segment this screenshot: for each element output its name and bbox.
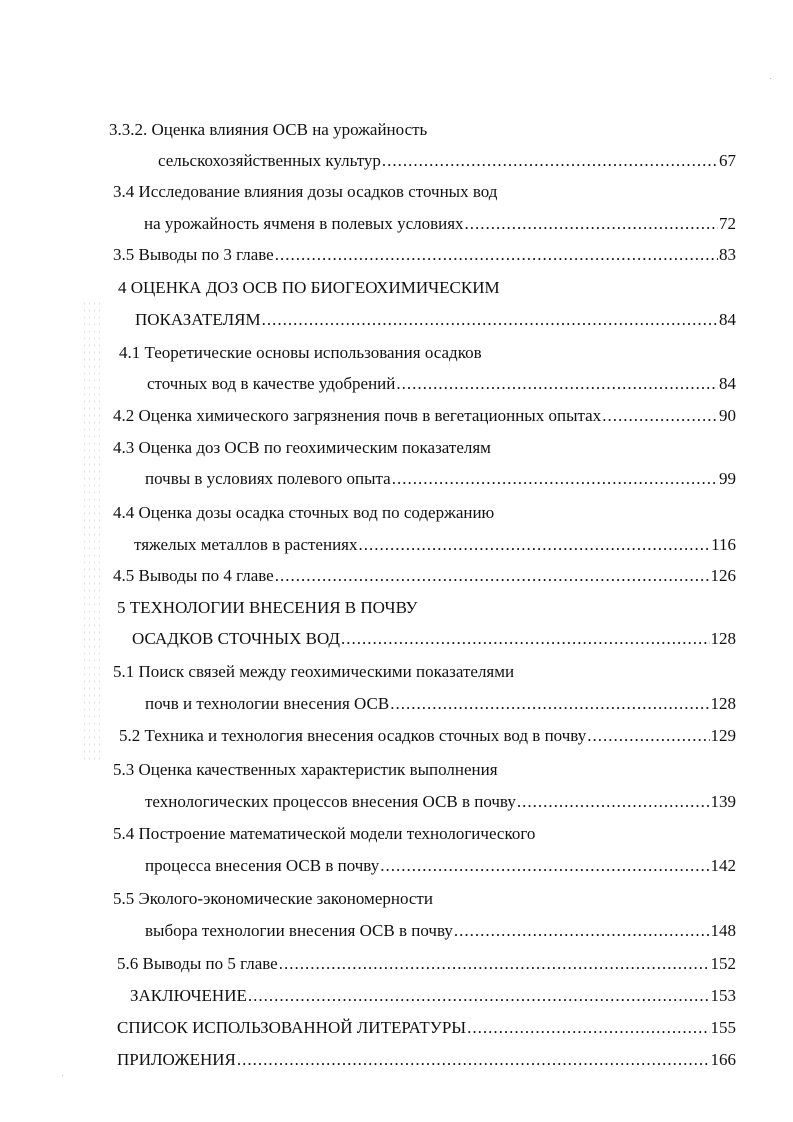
- toc-entry-5-3-line1: [113, 759, 498, 781]
- toc-entry-4-4-line1: [113, 502, 494, 524]
- toc-entry-title: 5.4 Построение математической модели технологического: [113, 824, 536, 843]
- toc-entry-title: почв и технологии внесения ОСВ: [145, 694, 390, 713]
- toc-chapter-title: ПРИЛОЖЕНИЯ: [117, 1050, 236, 1069]
- scan-edge-noise: [82, 300, 100, 760]
- toc-page-number: 152: [710, 954, 736, 973]
- toc-chapter-title: 5 ТЕХНОЛОГИИ ВНЕСЕНИЯ В ПОЧВУ: [117, 598, 418, 617]
- toc-entry-title: на урожайность ячменя в полевых условиях: [144, 214, 464, 233]
- toc-entry-title: 4.2 Оценка химического загрязнения почв в вегетационных опытах: [113, 406, 602, 425]
- toc-entry-title: выбора технологии внесения ОСВ в почву: [145, 921, 453, 940]
- leader-dots: [341, 628, 709, 650]
- toc-entry-3-3-2-line2[interactable]: [158, 150, 736, 172]
- leader-dots: [517, 791, 710, 813]
- toc-page-number: 153: [710, 986, 736, 1005]
- toc-entry-4-2[interactable]: [113, 405, 736, 427]
- toc-entry-4-1-line2[interactable]: [147, 373, 736, 395]
- toc-entry-title: 4.1 Теоретические основы использования осадков: [119, 343, 482, 362]
- toc-page-number: 67: [719, 151, 736, 170]
- leader-dots: [390, 693, 709, 715]
- toc-chapter-title: 4 ОЦЕНКА ДОЗ ОСВ ПО БИОГЕОХИМИЧЕСКИМ: [118, 278, 500, 297]
- toc-entry-title: 4.5 Выводы по 4 главе: [113, 566, 274, 585]
- leader-dots: [380, 855, 709, 877]
- toc-chapter-5-line2[interactable]: [132, 628, 736, 650]
- toc-conclusion[interactable]: [130, 985, 736, 1007]
- toc-entry-3-5[interactable]: [113, 244, 736, 266]
- leader-dots: [587, 725, 709, 747]
- toc-entry-5-4-line1: [113, 823, 535, 845]
- toc-entry-5-6[interactable]: [117, 953, 736, 975]
- toc-entry-3-3-2-line1: [109, 119, 427, 141]
- toc-page-number: 84: [719, 374, 736, 393]
- toc-page-number: 128: [710, 629, 736, 648]
- toc-page-number: 83: [719, 245, 736, 264]
- toc-entry-title: 4.4 Оценка дозы осадка сточных вод по содержанию: [113, 503, 495, 522]
- toc-entry-title: сельскохозяйственных культур: [158, 151, 381, 170]
- toc-page-number: 129: [710, 726, 736, 745]
- toc-chapter-4-line1: [118, 277, 500, 299]
- toc-entry-3-4-line2[interactable]: [144, 213, 736, 235]
- scan-speck: [62, 1075, 63, 1076]
- toc-entry-title: 3.3.2. Оценка влияния ОСВ на урожайность: [109, 120, 428, 139]
- toc-entry-5-4-line2[interactable]: [145, 855, 736, 877]
- toc-entry-title: 3.4 Исследование влияния дозы осадков сточных вод: [113, 182, 498, 201]
- toc-entry-4-1-line1: [119, 342, 482, 364]
- leader-dots: [382, 150, 718, 172]
- toc-entry-title: 5.6 Выводы по 5 главе: [117, 954, 278, 973]
- leader-dots: [279, 953, 710, 975]
- toc-entry-title: сточных вод в качестве удобрений: [147, 374, 396, 393]
- toc-page-number: 72: [719, 214, 736, 233]
- leader-dots: [248, 985, 710, 1007]
- toc-entry-title: 5.5 Эколого-экономические закономерности: [113, 889, 433, 908]
- leader-dots: [262, 309, 718, 331]
- toc-page-number: 148: [710, 921, 736, 940]
- toc-page-number: 128: [710, 694, 736, 713]
- toc-entry-4-3-line2[interactable]: [145, 468, 736, 490]
- toc-entry-5-1-line2[interactable]: [145, 693, 736, 715]
- toc-references[interactable]: [117, 1017, 736, 1039]
- toc-entry-title: 3.5 Выводы по 3 главе: [113, 245, 274, 264]
- leader-dots: [392, 468, 718, 490]
- leader-dots: [467, 1017, 709, 1039]
- toc-page-number: 139: [710, 792, 736, 811]
- toc-page-number: 90: [719, 406, 736, 425]
- toc-entry-5-3-line2[interactable]: [145, 791, 736, 813]
- leader-dots: [396, 373, 718, 395]
- scan-speck: [770, 78, 771, 79]
- toc-appendices[interactable]: [117, 1049, 736, 1071]
- toc-entry-title: тяжелых металлов в растениях: [134, 535, 358, 554]
- toc-entry-title: 5.3 Оценка качественных характеристик выполнения: [113, 760, 498, 779]
- toc-entry-5-5-line2[interactable]: [145, 920, 736, 942]
- toc-chapter-4-line2[interactable]: [135, 309, 736, 331]
- toc-page-number: 126: [710, 566, 736, 585]
- toc-entry-title: почвы в условиях полевого опыта: [145, 469, 391, 488]
- toc-chapter-5-line1: [117, 597, 418, 619]
- leader-dots: [454, 920, 710, 942]
- toc-chapter-title: ПОКАЗАТЕЛЯМ: [135, 310, 261, 329]
- leader-dots: [602, 405, 718, 427]
- leader-dots: [465, 213, 718, 235]
- toc-entry-title: процесса внесения ОСВ в почву: [145, 856, 380, 875]
- toc-entry-5-1-line1: [113, 661, 514, 683]
- leader-dots: [275, 565, 710, 587]
- toc-chapter-title: ЗАКЛЮЧЕНИЕ: [130, 986, 247, 1005]
- toc-entry-4-5[interactable]: [113, 565, 736, 587]
- leader-dots: [358, 534, 710, 556]
- toc-page-number: 155: [710, 1018, 736, 1037]
- toc-chapter-title: ОСАДКОВ СТОЧНЫХ ВОД: [132, 629, 341, 648]
- toc-chapter-title: СПИСОК ИСПОЛЬЗОВАННОЙ ЛИТЕРАТУРЫ: [117, 1018, 467, 1037]
- toc-entry-4-3-line1: [113, 437, 491, 459]
- toc-page-number: 116: [711, 535, 736, 554]
- toc-entry-title: 5.1 Поиск связей между геохимическими показателями: [113, 662, 515, 681]
- toc-entry-title: 4.3 Оценка доз ОСВ по геохимическим показателям: [113, 438, 491, 457]
- toc-page-number: 84: [719, 310, 736, 329]
- toc-entry-title: технологических процессов внесения ОСВ в почву: [145, 792, 516, 811]
- toc-page-number: 166: [710, 1050, 736, 1069]
- leader-dots: [275, 244, 718, 266]
- toc-entry-3-4-line1: [113, 181, 497, 203]
- toc-entry-5-2[interactable]: [119, 725, 736, 747]
- toc-page-number: 142: [710, 856, 736, 875]
- toc-entry-4-4-line2[interactable]: [134, 534, 736, 556]
- leader-dots: [237, 1049, 710, 1071]
- toc-entry-5-5-line1: [113, 888, 433, 910]
- toc-entry-title: 5.2 Техника и технология внесения осадков сточных вод в почву: [119, 726, 587, 745]
- toc-page-number: 99: [719, 469, 736, 488]
